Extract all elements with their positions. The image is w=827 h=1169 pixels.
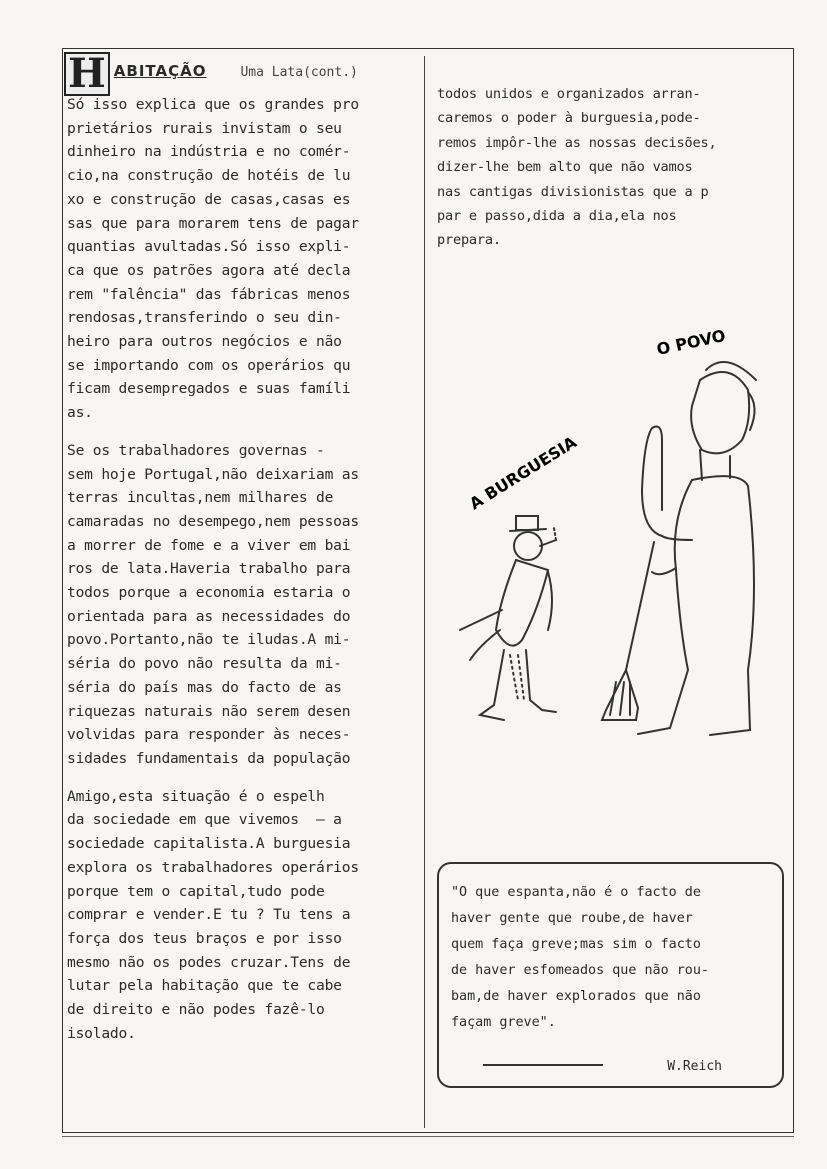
column-divider [424,56,425,1128]
article-header [64,52,358,96]
right-column [437,82,787,253]
right-paragraph: todos unidos e organizados arran- caremos o poder à burguesia,pode- remos impôr-lhe as nossas decisões, dizer-lhe bem alto que não vamos nas cantigas divisionistas que a p par e passo,dida a dia,ela nos prepara. [437,86,717,249]
quote-box [437,862,784,1088]
label-burguesia: A BURGUESIA [466,432,580,514]
article-title: ABITAÇÃO [113,62,207,80]
paragraph-3: Amigo,esta situação é o espelh da sociedade em que vivemos — a sociedade capitalista.A burguesia explora os trabalhadores operários porque tem o capital,tudo pode comprar e vender.E tu ? Tu tens a força dos teus braços e por isso mesmo não os podes cruzar.Tens de lutar pela habitação que te cabe de direito e não podes fazê-lo isolado. [67,787,359,1042]
bottom-rule [62,1136,794,1137]
paragraph-2: Se os trabalhadores governas - sem hoje Portugal,não deixariam as terras incultas,nem milhares de camaradas no desempego,nem pessoas a morrer de fome e a viver em bai ros de lata.Haveria trabalho para todos porque a economia estaria o orientada para as necessidades do povo.Portanto,não te iludas.A mi- séria do povo não resulta da mi- séria do país mas do facto de as riquezas naturais não serem desen volvidas para responder às neces- sidades fundamentais da população [67,441,359,767]
quote-author: W.Reich [667,1059,722,1074]
author-dash [483,1064,603,1066]
bourgeois-figure [460,516,556,720]
worker-figure [602,362,756,735]
label-povo: O POVO [654,325,728,359]
article-subtitle: Uma Lata(cont.) [240,65,358,80]
left-column [67,93,412,1045]
cartoon-illustration [430,310,780,760]
cartoon-drawing [430,310,780,760]
dropcap-letter: H [64,52,110,96]
quote-text: "O que espanta,não é o facto de haver gente que roube,de haver quem faça greve;mas sim o facto de haver esfomeados que não rou- bam,de haver explorados que não façam greve". [451,885,709,1030]
paragraph-1: Só isso explica que os grandes pro prietários rurais invistam o seu dinheiro na indústria e no comér- cio,na construção de hotéis de lu xo e construção de casas,casas es sas que para morarem tens de pagar quantias avultadas.Só isso expli- ca que os patrões agora até decla rem "falência" das fábricas menos rendosas,transferindo o seu din- heiro para outros negócios e não se importando com os operários qu ficam desempregados e suas famíli as. [67,96,359,422]
